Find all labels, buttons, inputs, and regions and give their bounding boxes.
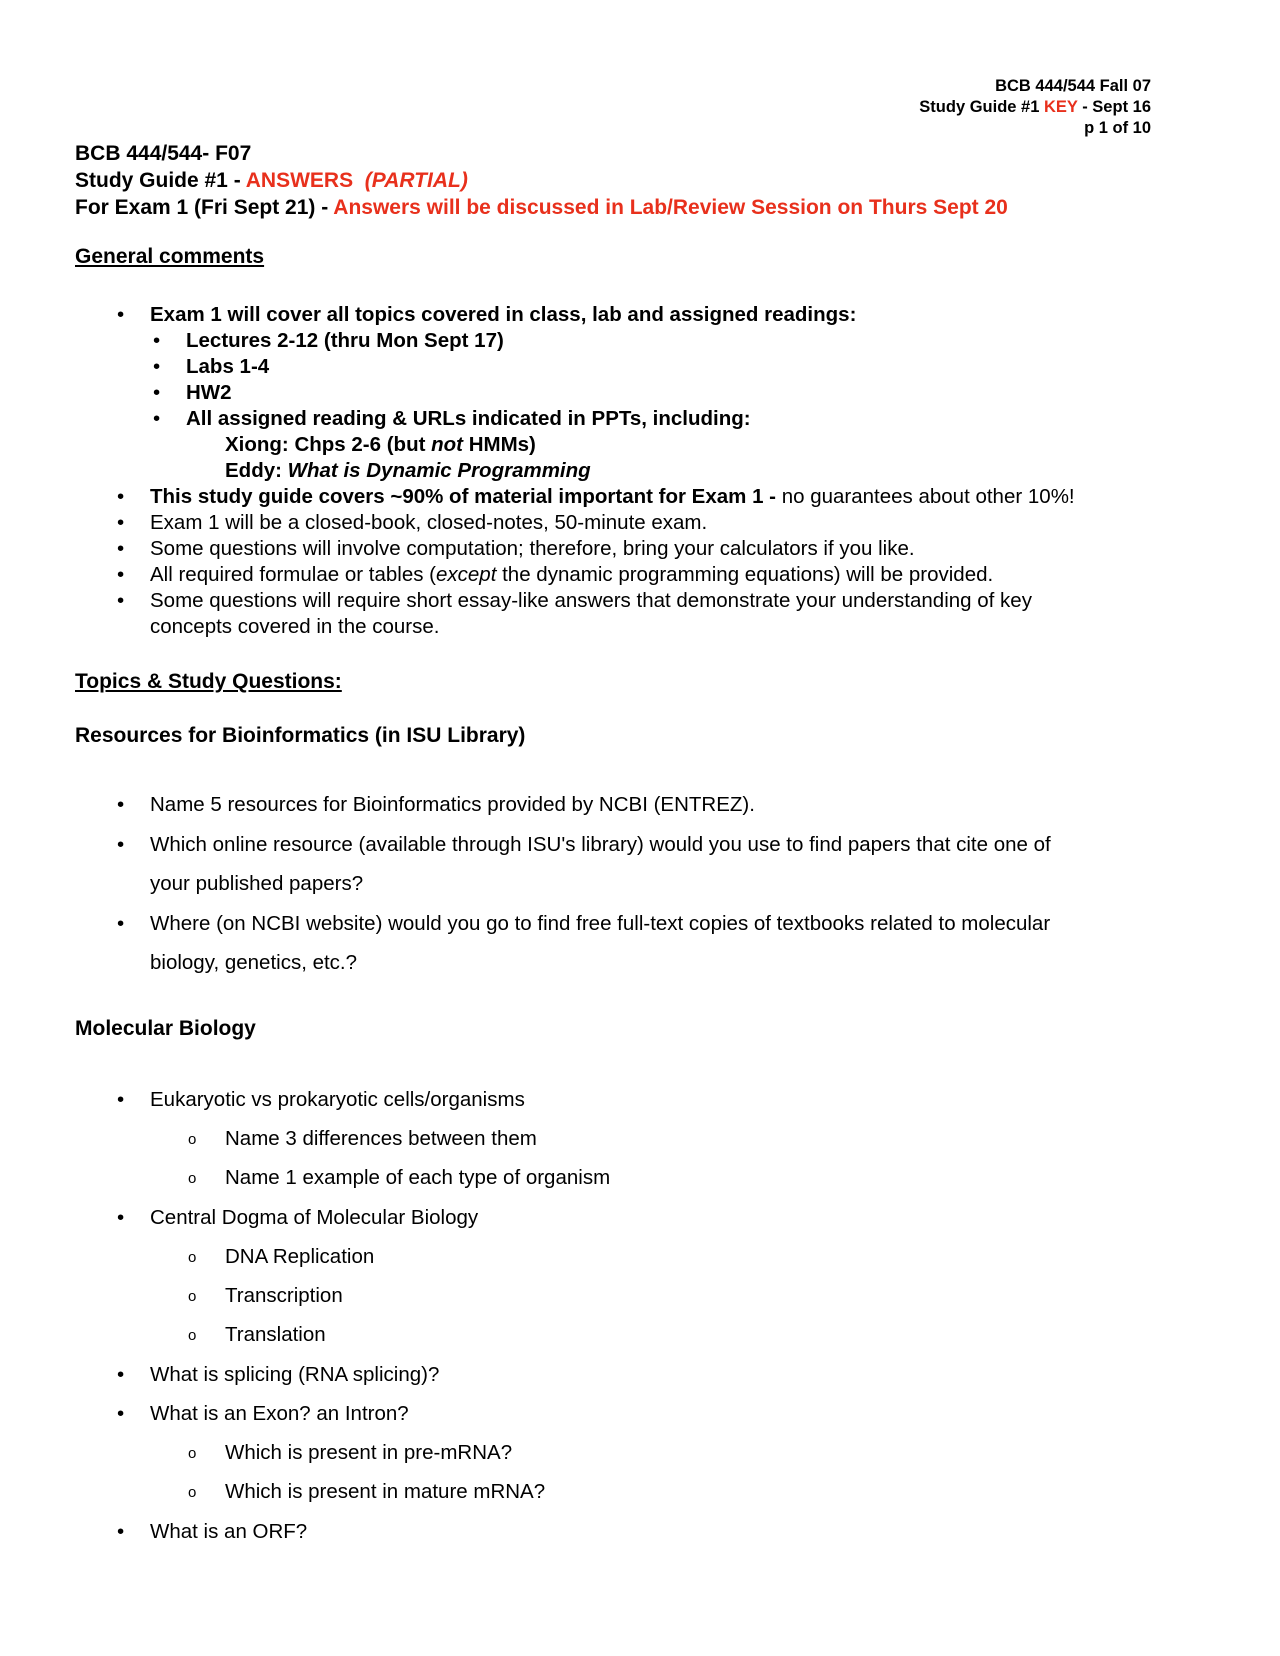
guide-title: Study Guide #1 - ANSWERS (PARTIAL)	[75, 169, 468, 192]
bullet: •	[117, 537, 125, 560]
resources-heading: Resources for Bioinformatics (in ISU Library)	[75, 724, 526, 747]
question-ncbi-resources: Name 5 resources for Bioinformatics provided by NCBI (ENTREZ).	[150, 793, 755, 816]
question-cite-line1: Which online resource (available through ISU's library) would you use to find papers that cite one of	[150, 833, 1051, 856]
subtopic-replication: DNA Replication	[225, 1245, 375, 1268]
course-title: BCB 444/544- F07	[75, 142, 252, 165]
title-block	[75, 140, 1008, 221]
question-cite-line2: your published papers?	[150, 872, 364, 895]
lectures-item: Lectures 2-12 (thru Mon Sept 17)	[186, 329, 504, 352]
circle-bullet: o	[188, 1170, 197, 1187]
bullet: •	[153, 381, 161, 404]
subtopic-example: Name 1 example of each type of organism	[225, 1166, 611, 1189]
topics-heading: Topics & Study Questions:	[75, 670, 342, 693]
topic-exon-intron: What is an Exon? an Intron?	[150, 1402, 409, 1425]
header-guide: Study Guide #1 KEY - Sept 16	[919, 98, 1151, 116]
labs-item: Labs 1-4	[186, 355, 270, 378]
topic-splicing: What is splicing (RNA splicing)?	[150, 1363, 440, 1386]
coverage-item: This study guide covers ~90% of material important for Exam 1 - no guarantees about other 10%!	[150, 485, 1075, 508]
header-page-number: p 1 of 10	[1084, 119, 1151, 137]
xiong-reading: Xiong: Chps 2-6 (but not HMMs)	[225, 433, 536, 456]
exam-cover-item: Exam 1 will cover all topics covered in class, lab and assigned readings:	[150, 303, 857, 326]
bullet: •	[117, 793, 125, 816]
exam-note: Answers will be discussed in Lab/Review Session on Thurs Sept 20	[333, 196, 1008, 219]
bullet: •	[117, 589, 125, 612]
eddy-reading: Eddy: What is Dynamic Programming	[225, 459, 591, 482]
question-textbooks-line1: Where (on NCBI website) would you go to find free full-text copies of textbooks related to molecular	[150, 912, 1051, 935]
formulae-item: All required formulae or tables (except the dynamic programming equations) will be provided.	[150, 563, 994, 586]
circle-bullet: o	[188, 1249, 197, 1266]
bullet: •	[117, 511, 125, 534]
subtopic-pre-mrna: Which is present in pre-mRNA?	[225, 1441, 513, 1464]
key-label: KEY	[1044, 98, 1078, 116]
bullet: •	[117, 833, 125, 856]
bullet: •	[153, 407, 161, 430]
subtopic-mature-mrna: Which is present in mature mRNA?	[225, 1480, 546, 1503]
bullet: •	[153, 355, 161, 378]
readings-item: All assigned reading & URLs indicated in PPTs, including:	[186, 407, 751, 430]
topic-eukaryotic: Eukaryotic vs prokaryotic cells/organisms	[150, 1088, 525, 1111]
bullet: •	[117, 912, 125, 935]
bullet: •	[117, 303, 125, 326]
bullet: •	[117, 1088, 125, 1111]
question-textbooks-line2: biology, genetics, etc.?	[150, 951, 358, 974]
bullet: •	[117, 1402, 125, 1425]
subtopic-transcription: Transcription	[225, 1284, 343, 1307]
hw-item: HW2	[186, 381, 232, 404]
general-comments-heading: General comments	[75, 245, 265, 268]
circle-bullet: o	[188, 1288, 197, 1305]
exam-line: For Exam 1 (Fri Sept 21) - Answers will be discussed in Lab/Review Session on Thurs Sept 20	[75, 196, 1008, 219]
closed-book-item: Exam 1 will be a closed-book, closed-notes, 50-minute exam.	[150, 511, 708, 534]
bullet: •	[117, 1206, 125, 1229]
bullet: •	[117, 485, 125, 508]
essay-item-line1: Some questions will require short essay-like answers that demonstrate your understanding of key	[150, 589, 1032, 612]
header-course: BCB 444/544 Fall 07	[995, 77, 1151, 95]
circle-bullet: o	[188, 1327, 197, 1344]
subtopic-translation: Translation	[225, 1323, 326, 1346]
bullet: •	[117, 1363, 125, 1386]
circle-bullet: o	[188, 1131, 197, 1148]
topic-orf: What is an ORF?	[150, 1520, 308, 1543]
circle-bullet: o	[188, 1445, 197, 1462]
subtopic-differences: Name 3 differences between them	[225, 1127, 537, 1150]
essay-item-line2: concepts covered in the course.	[150, 615, 440, 638]
bullet: •	[153, 329, 161, 352]
bullet: •	[117, 563, 125, 586]
circle-bullet: o	[188, 1484, 197, 1501]
page-header	[919, 76, 1151, 139]
calculator-item: Some questions will involve computation; therefore, bring your calculators if you like.	[150, 537, 915, 560]
molecular-biology-heading: Molecular Biology	[75, 1017, 256, 1040]
topic-central-dogma: Central Dogma of Molecular Biology	[150, 1206, 479, 1229]
bullet: •	[117, 1520, 125, 1543]
